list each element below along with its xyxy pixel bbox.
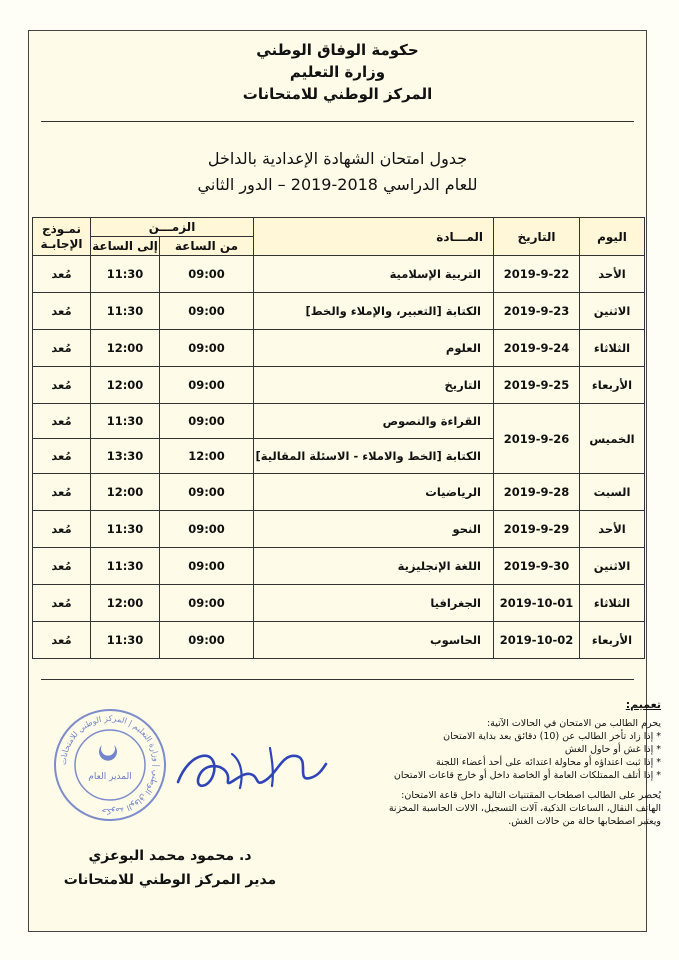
notice-line: * إذا أتلف الممتلكات العامة أو الخاصة داخل أو خارج قاعات الامتحان	[393, 770, 661, 781]
cell-answer: مُعد	[33, 474, 91, 511]
col-header-day: اليوم	[580, 218, 645, 256]
cell-from: 09:00	[160, 474, 254, 511]
table-row	[33, 548, 645, 585]
cell-answer: مُعد	[33, 367, 91, 404]
cell-day: الخميس	[580, 404, 645, 474]
cell-date: 2019-9-23	[494, 293, 580, 330]
cell-day: الاثنين	[580, 548, 645, 585]
cell-to: 11:30	[91, 404, 160, 439]
cell-subject: الكتابة [الخط والاملاء - الاسئلة المقالية]	[254, 439, 494, 474]
notice-title: تعميم:	[625, 698, 661, 711]
stamp-center-text: المدير العام	[88, 772, 132, 782]
cell-answer: مُعد	[33, 439, 91, 474]
cell-date: 2019-9-25	[494, 367, 580, 404]
cell-from: 09:00	[160, 548, 254, 585]
cell-day: الأربعاء	[580, 367, 645, 404]
cell-subject: الجغرافيا	[254, 585, 494, 622]
cell-to: 13:30	[91, 439, 160, 474]
cell-from: 09:00	[160, 293, 254, 330]
cell-subject: الكتابة [التعبير، والإملاء والخط]	[254, 293, 494, 330]
table-row	[33, 585, 645, 622]
table-row	[33, 474, 645, 511]
cell-day: الثلاثاء	[580, 585, 645, 622]
cell-to: 11:30	[91, 293, 160, 330]
cell-from: 09:00	[160, 585, 254, 622]
stamp-ring-text: حكومة الوفاق الوطني | وزارة التعليم | المركز الوطني للامتحانات	[58, 713, 162, 817]
cell-from: 09:00	[160, 330, 254, 367]
signatory-role: مدير المركز الوطني للامتحانات	[63, 872, 277, 888]
notice-line: يحرم الطالب من الامتحان في الحالات الآتية:	[486, 718, 661, 729]
cell-to: 11:30	[91, 256, 160, 293]
crescent-icon	[99, 745, 117, 761]
notice-block	[321, 698, 661, 828]
cell-date: 2019-9-26	[494, 404, 580, 474]
cell-to: 12:00	[91, 585, 160, 622]
cell-subject: الرياضيات	[254, 474, 494, 511]
col-header-time: الزمـــن	[91, 218, 254, 237]
cell-answer: مُعد	[33, 548, 91, 585]
table-row	[33, 367, 645, 404]
cell-to: 12:00	[91, 367, 160, 404]
cell-answer: مُعد	[33, 511, 91, 548]
cell-date: 2019-9-30	[494, 548, 580, 585]
cell-date: 2019-9-29	[494, 511, 580, 548]
cell-from: 09:00	[160, 511, 254, 548]
table-row	[33, 511, 645, 548]
cell-from: 12:00	[160, 439, 254, 474]
signatory	[60, 844, 280, 892]
cell-from: 09:00	[160, 256, 254, 293]
cell-subject: القراءة والنصوص	[254, 404, 494, 439]
cell-date: 2019-9-28	[494, 474, 580, 511]
header-divider	[41, 121, 634, 122]
notice-line: * إذا ثبت اعتداؤه أو محاولة اعتدائه على أحد أعضاء اللجنة	[435, 757, 661, 768]
cell-to: 11:30	[91, 548, 160, 585]
cell-answer: مُعد	[33, 585, 91, 622]
table-row	[33, 404, 645, 439]
signatory-name: د. محمود محمد البوعزي	[88, 848, 252, 864]
cell-day: الثلاثاء	[580, 330, 645, 367]
notice-line: يُحضر على الطالب اصطحاب المقتنيات التالية داخل قاعة الامتحان:	[401, 790, 661, 801]
cell-date: 2019-9-24	[494, 330, 580, 367]
table-row	[33, 330, 645, 367]
cell-answer: مُعد	[33, 404, 91, 439]
cell-to: 12:00	[91, 330, 160, 367]
col-header-subject: المـــادة	[254, 218, 494, 256]
notice-line: الهاتف النقال، الساعات الذكية، آلات التسجيل، الالات الحاسبة المخزنة	[388, 803, 661, 814]
cell-answer: مُعد	[33, 293, 91, 330]
cell-subject: التاريخ	[254, 367, 494, 404]
cell-subject: النحو	[254, 511, 494, 548]
cell-day: الاثنين	[580, 293, 645, 330]
cell-answer: مُعد	[33, 256, 91, 293]
col-header-to: إلى الساعة	[91, 237, 160, 256]
cell-subject: العلوم	[254, 330, 494, 367]
header-ministry: وزارة التعليم	[289, 63, 386, 81]
cell-day: الأربعاء	[580, 622, 645, 659]
cell-to: 11:30	[91, 622, 160, 659]
header-government: حكومة الوفاق الوطني	[256, 41, 419, 59]
signature-icon	[170, 730, 330, 810]
cell-date: 2019-9-22	[494, 256, 580, 293]
table-row	[33, 622, 645, 659]
cell-to: 12:00	[91, 474, 160, 511]
cell-date: 2019-10-02	[494, 622, 580, 659]
col-header-date: التاريخ	[494, 218, 580, 256]
cell-from: 09:00	[160, 404, 254, 439]
col-header-from: من الساعة	[160, 237, 254, 256]
cell-date: 2019-10-01	[494, 585, 580, 622]
notice-line: * إذا زاد تأخر الطالب عن (10) دقائق بعد بداية الامتحان	[443, 731, 661, 742]
header-center: المركز الوطني للامتحانات	[242, 85, 433, 103]
official-stamp	[50, 705, 170, 825]
cell-subject: اللغة الإنجليزية	[254, 548, 494, 585]
notice-line: ويعتبر اصطحابها حالة من حالات الغش.	[508, 816, 661, 827]
cell-day: الأحد	[580, 256, 645, 293]
cell-answer: مُعد	[33, 330, 91, 367]
footer-divider	[41, 679, 634, 680]
cell-from: 09:00	[160, 367, 254, 404]
cell-answer: مُعد	[33, 622, 91, 659]
exam-schedule-table	[32, 217, 645, 659]
cell-day: الأحد	[580, 511, 645, 548]
col-header-answer: نمـوذج الإجابـة	[33, 218, 91, 256]
schedule-subtitle: للعام الدراسي 2018-2019 – الدور الثاني	[197, 175, 478, 194]
cell-to: 11:30	[91, 511, 160, 548]
cell-subject: التربية الإسلامية	[254, 256, 494, 293]
cell-subject: الحاسوب	[254, 622, 494, 659]
table-row	[33, 256, 645, 293]
table-row	[33, 293, 645, 330]
cell-day: السبت	[580, 474, 645, 511]
cell-from: 09:00	[160, 622, 254, 659]
notice-line: * إذا غش أو حاول الغش	[564, 744, 661, 755]
schedule-title: جدول امتحان الشهادة الإعدادية بالداخل	[207, 149, 468, 168]
